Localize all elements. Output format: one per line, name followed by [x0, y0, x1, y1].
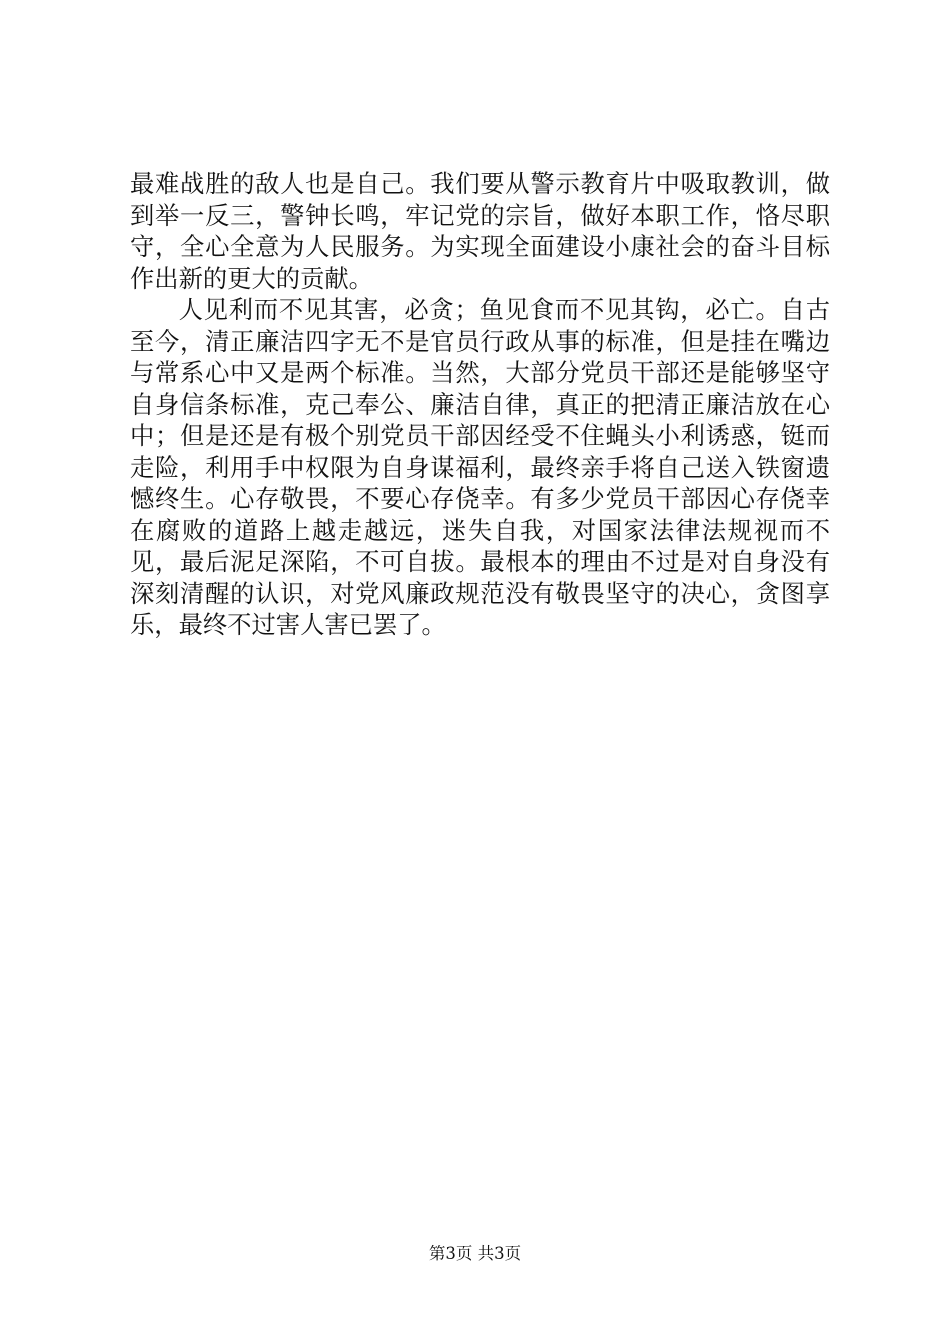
page-footer — [0, 1243, 950, 1265]
paragraph-1: 最难战胜的敌人也是自己。我们要从警示教育片中吸取教训，做到举一反三，警钟长鸣，牢记党的宗旨，做好本职工作，恪尽职守，全心全意为人民服务。为实现全面建设小康社会的奋斗目标作出新的更大的贡献。 — [130, 169, 830, 293]
page-number: 第3页 共3页 — [428, 1244, 522, 1263]
document-body — [130, 168, 830, 641]
paragraph-2: 人见利而不见其害，必贪；鱼见食而不见其钩，必亡。自古至今，清正廉洁四字无不是官员行政从事的标准，但是挂在嘴边与常系心中又是两个标准。当然，大部分党员干部还是能够坚守自身信条标准，克己奉公、廉洁自律，真正的把清正廉洁放在心中；但是还是有极个别党员干部因经受不住蝇头小利诱惑，铤而走险，利用手中权限为自身谋福利，最终亲手将自己送入铁窗遗憾终生。心存敬畏，不要心存侥幸。有多少党员干部因心存侥幸在腐败的道路上越走越远，迷失自我，对国家法律法规视而不见，最后泥足深陷，不可自拔。最根本的理由不过是对自身没有深刻清醒的认识，对党风廉政规范没有敬畏坚守的决心，贪图享乐，最终不过害人害已罢了。 — [130, 295, 830, 639]
